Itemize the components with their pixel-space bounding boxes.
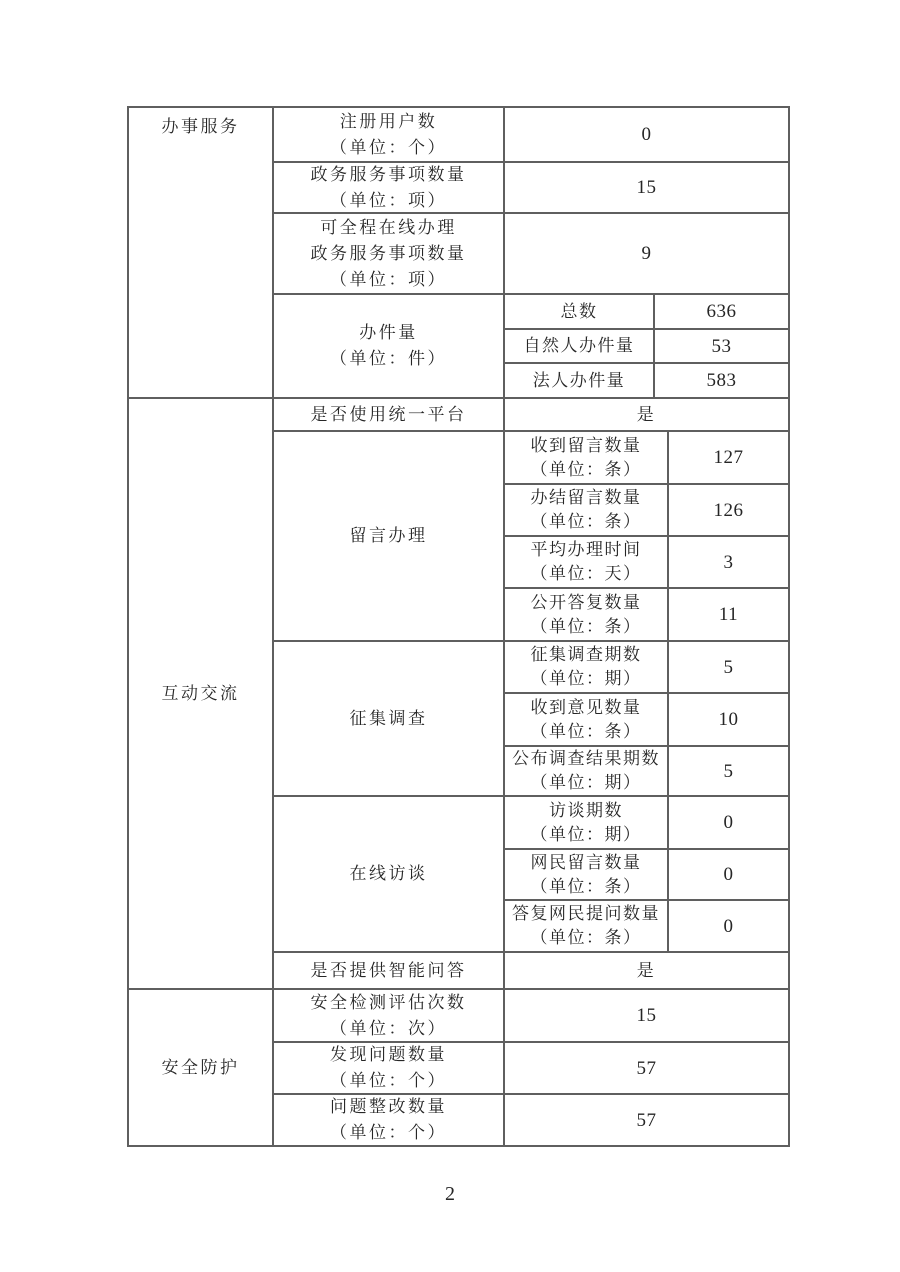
group-name: 征集调查: [349, 708, 428, 728]
metric-value-registered-users: 0: [641, 124, 652, 145]
submetric-value: 126: [713, 499, 744, 521]
submetric-value: 11: [718, 604, 739, 625]
metric-value-problems-found: 57: [636, 1057, 657, 1079]
section-title: 安全防护: [161, 1057, 240, 1077]
subrow-results-published: [505, 745, 788, 795]
group-name: 在线访谈: [349, 864, 428, 883]
subrow-opinions-received: [505, 692, 788, 745]
metric-name: 政务服务事项数量: [310, 243, 467, 263]
group-surveys-subrows: [505, 642, 788, 795]
group-row-messages: [274, 430, 788, 640]
section-security: [129, 988, 788, 1145]
metric-label-problems-found: 发现问题数量 （单位：个）: [274, 1043, 505, 1093]
table-row-problems-found: [274, 1041, 788, 1093]
section-title: 办事服务: [161, 117, 240, 136]
subrow-messages-resolved: [505, 483, 788, 535]
metric-value-security-checks: 15: [636, 1005, 657, 1026]
group-caseload-subrows: [505, 295, 788, 397]
submetric-value: 127: [713, 447, 744, 468]
submetric-label: 平均办理时间 （单位：天）: [505, 537, 669, 587]
section-interaction: [129, 397, 788, 988]
section-label-interaction: [129, 399, 274, 988]
group-row-caseload: [274, 293, 788, 397]
metric-name: 可全程在线办理: [320, 217, 457, 237]
submetric-label: 公布调查结果期数 （单位：期）: [505, 747, 669, 795]
section-label-services: [129, 108, 274, 397]
submetric-label: 自然人办件量: [505, 330, 655, 362]
subrow-public-replies: [505, 587, 788, 640]
group-messages-subrows: [505, 432, 788, 640]
group-label-surveys: [274, 642, 505, 795]
submetric-value: 53: [711, 335, 732, 357]
submetric-label: 收到留言数量 （单位：条）: [505, 432, 669, 483]
subrow-average-handling-time: [505, 535, 788, 587]
subrow-netizen-messages: [505, 848, 788, 899]
metric-value-online-service-items: 9: [641, 243, 652, 264]
submetric-value: 0: [723, 915, 734, 937]
table-row: [274, 108, 788, 161]
metric-unit: （单位：个）: [330, 137, 447, 157]
subrow-interview-sessions: [505, 797, 788, 848]
subrow-total: [505, 295, 788, 328]
group-label-caseload: [274, 295, 505, 397]
group-label-interviews: [274, 797, 505, 951]
submetric-label: 总数: [505, 295, 655, 328]
submetric-value: 0: [723, 812, 734, 833]
submetric-label: 公开答复数量 （单位：条）: [505, 589, 669, 640]
submetric-label: 收到意见数量 （单位：条）: [505, 694, 669, 745]
subrow-messages-received: [505, 432, 788, 483]
metric-name: 政务服务事项数量: [310, 164, 467, 184]
metric-name: 注册用户数: [339, 111, 438, 131]
submetric-label: 答复网民提问数量 （单位：条）: [505, 901, 669, 951]
submetric-label: 办结留言数量 （单位：条）: [505, 485, 669, 535]
submetric-label: 法人办件量: [505, 364, 655, 397]
metric-label-registered-users: [274, 108, 505, 161]
section-label-security: [129, 990, 274, 1145]
metric-label-problems-fixed: 问题整改数量 （单位：个）: [274, 1095, 505, 1145]
subrow-survey-issues: [505, 642, 788, 692]
metric-label-online-service-items: [274, 214, 505, 293]
table-row-smart-qa: [274, 951, 788, 988]
submetric-value: 583: [706, 370, 737, 391]
table-row: [274, 212, 788, 293]
group-name: 办件量: [359, 323, 418, 342]
submetric-value: 3: [723, 551, 734, 573]
submetric-value: 0: [723, 864, 734, 885]
section-interaction-body: [274, 399, 788, 988]
table-row-unified-platform: [274, 399, 788, 430]
submetric-value: 636: [706, 301, 737, 322]
metric-value-smart-qa: 是: [636, 960, 657, 980]
submetric-value: 5: [723, 656, 734, 678]
group-interviews-subrows: [505, 797, 788, 951]
metric-label-unified-platform: 是否使用统一平台: [274, 399, 505, 430]
section-services-body: [274, 108, 788, 397]
report-table: [127, 106, 790, 1147]
group-unit: （单位：件）: [330, 349, 447, 368]
subrow-natural-person: [505, 328, 788, 362]
metric-value-problems-fixed: 57: [636, 1109, 657, 1131]
page-number: 2: [445, 1183, 455, 1205]
submetric-label: 征集调查期数 （单位：期）: [505, 642, 669, 692]
group-row-surveys: [274, 640, 788, 795]
metric-unit: （单位：项）: [330, 269, 447, 289]
table-row: [274, 161, 788, 212]
submetric-value: 10: [718, 709, 739, 730]
submetric-label: 网民留言数量 （单位：条）: [505, 850, 669, 899]
submetric-value: 5: [723, 760, 734, 782]
section-services: [129, 108, 788, 397]
subrow-legal-person: [505, 362, 788, 397]
metric-value-unified-platform: 是: [636, 404, 657, 424]
metric-label-security-checks: 安全检测评估次数 （单位：次）: [274, 990, 505, 1041]
section-security-body: [274, 990, 788, 1145]
table-row-security-checks: [274, 990, 788, 1041]
metric-unit: （单位：项）: [330, 190, 447, 210]
group-name: 留言办理: [349, 526, 428, 545]
subrow-questions-answered: [505, 899, 788, 951]
submetric-label: 访谈期数 （单位：期）: [505, 797, 669, 848]
group-row-interviews: [274, 795, 788, 951]
metric-label-service-items: [274, 163, 505, 212]
section-title: 互动交流: [161, 683, 240, 703]
metric-value-service-items: 15: [636, 177, 657, 198]
metric-label-smart-qa: 是否提供智能问答: [274, 953, 505, 988]
group-label-messages: [274, 432, 505, 640]
table-row-problems-fixed: [274, 1093, 788, 1145]
